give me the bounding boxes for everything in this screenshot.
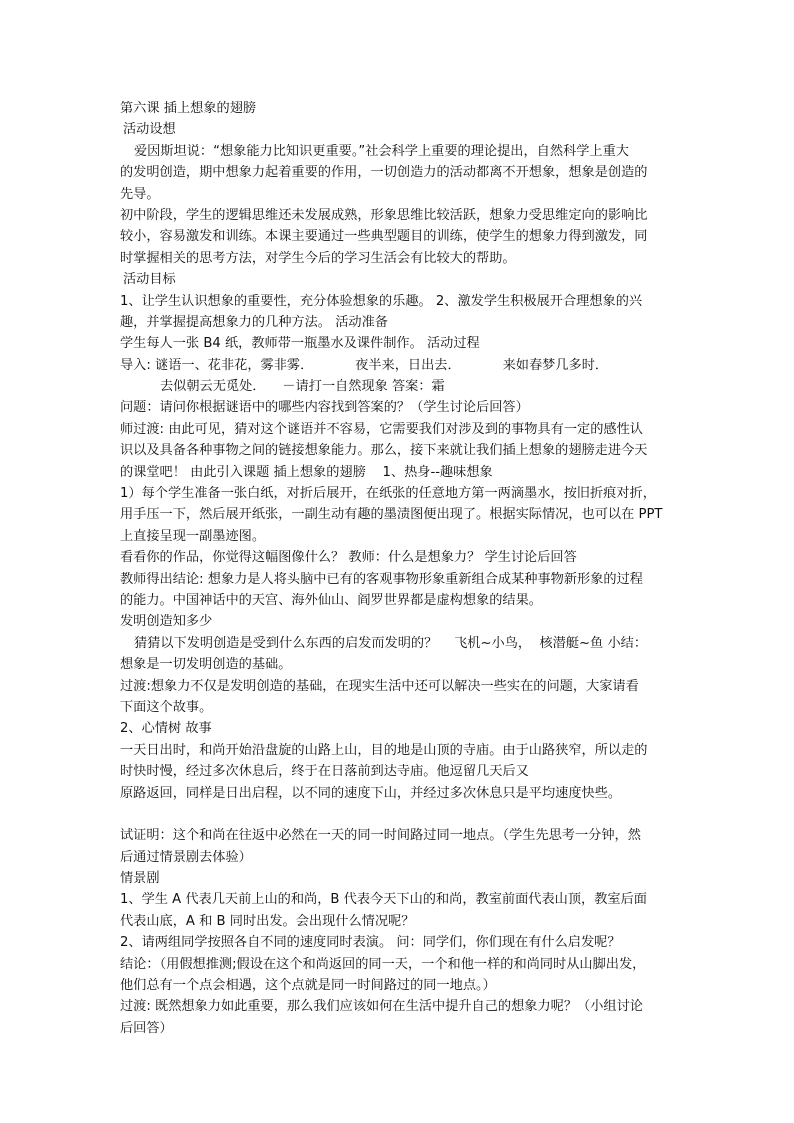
section-heading: 活动目标: [123, 272, 176, 288]
paragraph-line: 时快时慢，经过多次休息后，终于在日落前到达寺庙。他逗留几天后又: [120, 764, 529, 780]
riddle-line: 导入: 谜语一、花非花，雾非雾． 夜半来，日出去． 来如春梦几多时．: [120, 357, 609, 373]
lesson-text: [120, 98, 680, 1039]
paragraph-line: 初中阶段，学生的逻辑思维还未发展成熟，形象思维比较活跃，想象力受思维定向的影响比: [120, 207, 648, 223]
paragraph-line: 教师得出结论: 想象力是人将头脑中已有的客观事物形象重新组合成某种事物新形象的过程: [120, 571, 643, 587]
paragraph-line: 下面这个故事。: [120, 699, 213, 715]
paragraph-line: 的能力。中国神话中的天宫、海外仙山、阎罗世界都是虚构想象的结果。: [120, 592, 542, 608]
paragraph-line: 先导。: [120, 186, 160, 202]
section-heading: 情景剧: [120, 871, 160, 887]
paragraph-line: 猜猜以下发明创造是受到什么东西的启发而发明的？ 飞机~小鸟， 核潜艇~鱼 小结：: [134, 635, 648, 651]
paragraph-line: 1）每个学生准备一张白纸，对折后展开，在纸张的任意地方第一两滴墨水，按旧折痕对折，: [120, 486, 656, 502]
paragraph-line: 过渡: 既然想象力如此重要，那么我们应该如何在生活中提升自己的想象力呢？（小组讨论: [120, 999, 643, 1015]
section-heading: 发明创造知多少: [120, 614, 213, 630]
paragraph-line: 上直接呈现一副墨迹图。: [120, 528, 266, 544]
paragraph-line: 后回答）: [120, 1020, 173, 1036]
paragraph-line: 1、学生 A 代表几天前上山的和尚，B 代表今天下山的和尚，教室前面代表山顶，教室后面: [120, 892, 647, 908]
paragraph-line: 趣，并掌握提高想象力的几种方法。 活动准备: [120, 314, 388, 330]
paragraph-line: 1、让学生认识想象的重要性，充分体验想象的乐趣。 2、激发学生积极展开合理想象的兴: [120, 293, 643, 309]
paragraph-line: 后通过情景剧去体验）: [120, 849, 252, 865]
blank-line: [120, 804, 680, 825]
paragraph-line: 想象是一切发明创造的基础。: [120, 657, 292, 673]
riddle-line: 去似朝云无觅处． －请打一自然现象 答案：霜: [160, 379, 445, 395]
paragraph-line: 较小，容易激发和训练。本课主要通过一些典型题目的训练，使学生的想象力得到激发，同: [120, 229, 648, 245]
paragraph-line: 爱因斯坦说：“想象能力比知识更重要。”社会科学上重要的理论提出，自然科学上重大: [134, 143, 629, 159]
paragraph-line: 的课堂吧！ 由此引入课题 插上想象的翅膀 1、热身--趣味想象: [120, 464, 493, 480]
paragraph-line: 一天日出时，和尚开始沿盘旋的山路上山，目的地是山顶的寺庙。由于山路狭窄，所以走的: [120, 742, 648, 758]
paragraph-line: 时掌握相关的思考方法，对学生今后的学习生活会有比较大的帮助。: [120, 250, 516, 266]
paragraph-line: 试证明：这个和尚在往返中必然在一天的同一时间路过同一地点。（学生先思考一分钟，然: [120, 828, 641, 844]
paragraph-line: 原路返回，同样是日出启程，以不同的速度下山，并经过多次休息只是平均速度快些。: [120, 785, 622, 801]
paragraph-line: 学生每人一张 B4 纸，教师带一瓶墨水及课件制作。 活动过程: [120, 336, 480, 352]
paragraph-line: 看看你的作品，你觉得这幅图像什么？ 教师：什么是想象力？ 学生讨论后回答: [120, 550, 577, 566]
lesson-title: 第六课 插上想象的翅膀: [120, 101, 257, 116]
paragraph-line: 师过渡: 由此可见，猜对这个谜语并不容易，它需要我们对涉及到的事物具有一定的感性认: [120, 421, 643, 437]
paragraph-line: 结论：（用假想推测;假设在这个和尚返回的同一天，一个和他一样的和尚同时从山脚出发，: [120, 956, 646, 972]
paragraph-line: 代表山底，A 和 B 同时出发。会出现什么情况呢？: [120, 913, 415, 929]
section-heading: 2、心情树 故事: [120, 721, 212, 737]
paragraph-line: 的发明创造，期中想象力起着重要的作用，一切创造力的活动都离不开想象，想象是创造的: [120, 165, 648, 181]
paragraph-line: 过渡:想象力不仅是发明创造的基础，在现实生活中还可以解决一些实在的问题，大家请看: [120, 678, 639, 694]
paragraph-line: 他们总有一个点会相遇，这个点就是同一时间路过的同一地点。）: [120, 978, 496, 994]
paragraph-line: 用手压一下，然后展开纸张，一副生动有趣的墨渍图便出现了。根据实际情况，也可以在 PPT: [120, 507, 663, 523]
paragraph-line: 识以及具备各种事物之间的链接想象能力。那么，接下来就让我们插上想象的翅膀走进今天: [120, 443, 648, 459]
section-heading: 活动设想: [123, 122, 176, 138]
paragraph-line: 2、请两组同学按照各自不同的速度同时表演。 问：同学们，你们现在有什么启发呢？: [120, 935, 621, 951]
paragraph-line: 问题：请问你根据谜语中的哪些内容找到答案的？（学生讨论后回答）: [120, 400, 529, 416]
